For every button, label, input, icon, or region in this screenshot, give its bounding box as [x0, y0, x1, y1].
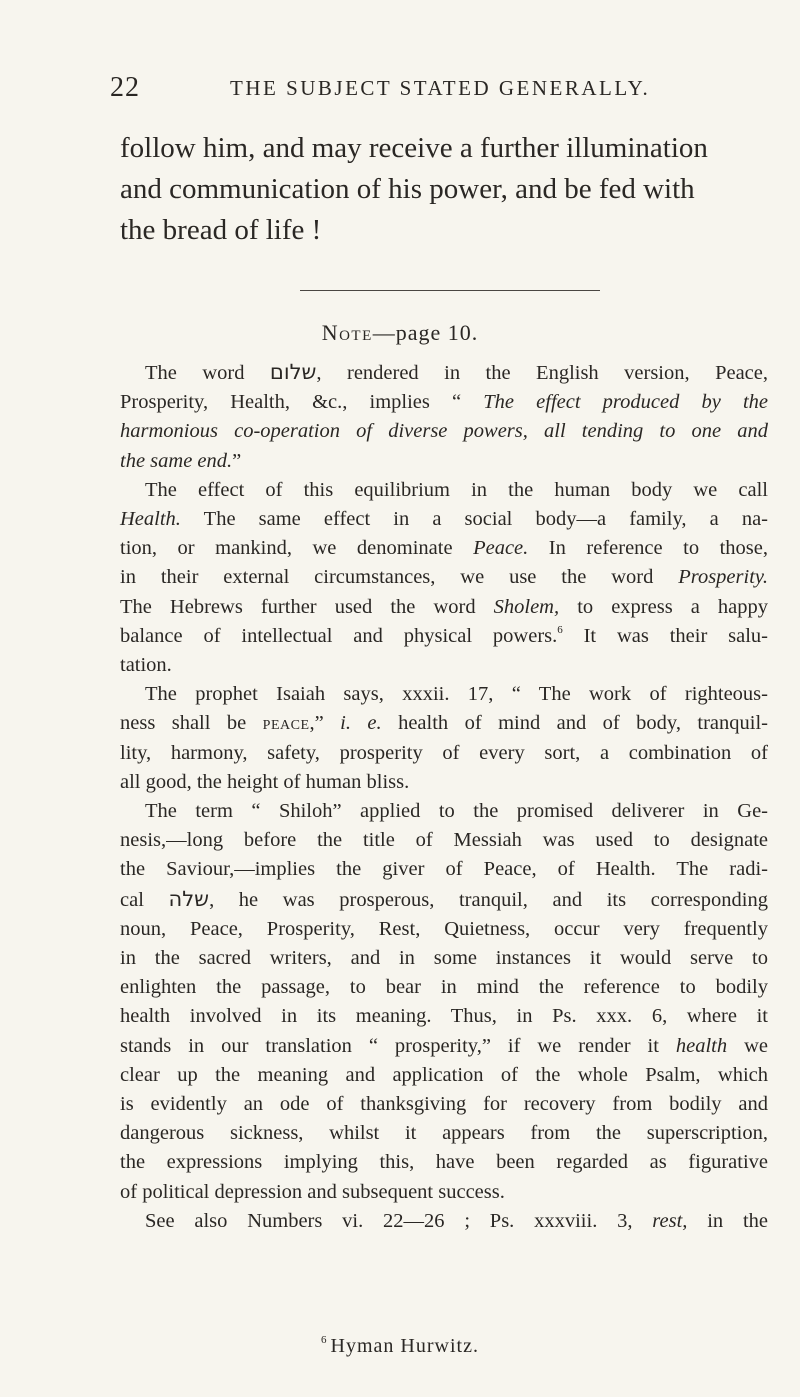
- text-run: The word: [145, 362, 270, 384]
- page-number: 22: [110, 72, 140, 103]
- text-run: in the: [687, 1209, 768, 1232]
- small-caps-run: peace: [262, 712, 310, 735]
- note-heading: [0, 320, 800, 346]
- paragraph-line: tation.: [120, 654, 172, 677]
- text-run: See also Numbers vi. 22—26 ; Ps. xxxviii. 3,: [145, 1209, 653, 1232]
- italic-run: Peace.: [473, 537, 529, 560]
- paragraph-line: nesis,—long before the title of Messiah was used to designate: [120, 829, 768, 852]
- intro-paragraph: [120, 128, 770, 251]
- text-run: cal: [120, 888, 169, 911]
- paragraph-line: [120, 1032, 768, 1061]
- note-body: [120, 358, 768, 1236]
- paragraph-line: [120, 534, 768, 563]
- text-run: balance of intellectual and physical powers.: [120, 624, 558, 647]
- text-run: The same effect in a social body—a family, a na-: [180, 508, 768, 531]
- paragraph-line: The term “ Shiloh” applied to the promised deliverer in Ge-: [145, 800, 768, 823]
- paragraph-line: [120, 709, 768, 738]
- hebrew-word: שלום: [269, 360, 317, 384]
- paragraph-line: [120, 417, 768, 446]
- italic-run: harmonious co-operation of diverse powers, all tending to one and: [120, 420, 768, 443]
- paragraph-line: [120, 563, 768, 592]
- text-run: It was their salu-: [562, 624, 768, 647]
- paragraph-line: [120, 593, 768, 622]
- text-run: , rendered in the English version, Peace,: [316, 362, 768, 384]
- paragraph-line: in the sacred writers, and in some instances it would serve to: [120, 947, 768, 970]
- italic-run: The effect produced by the: [483, 391, 768, 414]
- paragraph-line: dangerous sickness, whilst it appears from the superscription,: [120, 1122, 768, 1145]
- text-run: ,”: [309, 712, 341, 735]
- text-run: , he was prosperous, tranquil, and its corresponding: [209, 888, 768, 911]
- paragraph-line: [120, 388, 768, 417]
- paragraph-line: is evidently an ode of thanksgiving for recovery from bodily and: [120, 1093, 768, 1116]
- page-header: [110, 72, 750, 112]
- italic-run: health: [675, 1034, 728, 1057]
- paragraph-line: all good, the height of human bliss.: [120, 770, 410, 793]
- paragraph-line: the expressions implying this, have been regarded as figurative: [120, 1151, 768, 1174]
- paragraph-line: clear up the meaning and application of the whole Psalm, which: [120, 1063, 768, 1086]
- intro-line: follow him, and may receive a further illumination: [120, 132, 708, 164]
- italic-run: Sholem,: [493, 595, 560, 618]
- footnote-marker: 6: [557, 623, 563, 636]
- paragraph-line: The prophet Isaiah says, xxxii. 17, “ The work of righteous-: [145, 683, 768, 706]
- text-run: The Hebrews further used the word: [120, 595, 494, 618]
- note-heading-word: Note: [321, 320, 373, 345]
- paragraph-line: [120, 447, 768, 476]
- paragraph-line: The effect of this equilibrium in the human body we call: [145, 478, 768, 501]
- italic-run: Prosperity.: [678, 566, 768, 589]
- intro-line: and communication of his power, and be fed with: [120, 173, 695, 205]
- footnote-marker: 6: [321, 1334, 328, 1346]
- italic-run: i. e.: [340, 712, 382, 735]
- text-run: stands in our translation “ prosperity,” if we render it: [120, 1034, 676, 1057]
- section-divider: [300, 290, 600, 291]
- paragraph-line: health involved in its meaning. Thus, in Ps. xxx. 6, where it: [120, 1005, 768, 1028]
- text-run: health of mind and of body, tranquil-: [381, 712, 768, 735]
- running-title: THE SUBJECT STATED GENERALLY.: [230, 76, 651, 100]
- text-run: In reference to those,: [528, 537, 768, 560]
- paragraph-line: [120, 622, 768, 651]
- paragraph-line: noun, Peace, Prosperity, Rest, Quietness, occur very frequently: [120, 917, 768, 940]
- italic-run: the same end.: [120, 449, 233, 472]
- text-run: to express a happy: [559, 595, 768, 618]
- note-heading-rest: —page 10.: [372, 320, 479, 345]
- text-run: ness shall be: [120, 712, 263, 735]
- italic-run: Health.: [120, 508, 181, 531]
- italic-run: rest,: [652, 1209, 688, 1232]
- intro-line: the bread of life !: [120, 214, 322, 246]
- paragraph-line: lity, harmony, safety, prosperity of every sort, a combination of: [120, 741, 768, 764]
- hebrew-word: שלה: [168, 886, 210, 911]
- text-run: in their external circumstances, we use the word: [120, 566, 679, 589]
- footnote: [0, 1335, 800, 1358]
- paragraph-line: [120, 1207, 768, 1236]
- paragraph-line: [120, 885, 768, 915]
- text-run: ”: [232, 449, 242, 472]
- text-run: we: [727, 1034, 768, 1057]
- paragraph-line: [120, 358, 768, 388]
- paragraph-line: [120, 505, 768, 534]
- paragraph-line: enlighten the passage, to bear in mind the reference to bodily: [120, 976, 768, 999]
- text-run: Prosperity, Health, &c., implies “: [120, 391, 484, 414]
- paragraph-line: of political depression and subsequent success.: [120, 1180, 505, 1203]
- text-run: tion, or mankind, we denominate: [120, 537, 474, 560]
- footnote-text: Hyman Hurwitz.: [330, 1335, 479, 1357]
- paragraph-line: the Saviour,—implies the giver of Peace, of Health. The radi-: [120, 858, 768, 881]
